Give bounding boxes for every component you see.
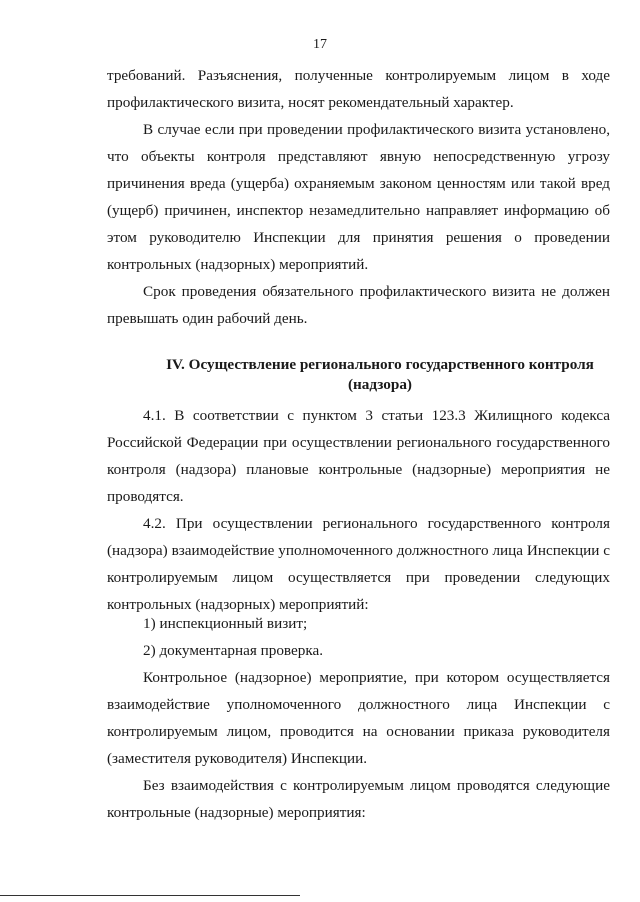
paragraph-4-1: 4.1. В соответствии с пунктом 3 статьи 123.3 Жилищного кодекса Российской Федерации при осуществлении регионального государственного контроля (надзора) плановые контрольные (надзорные) мероприятия не проводятся. [107,407,610,505]
section-heading: IV. Осуществление регионального государственного контроля (надзора) [166,356,594,393]
paragraph-explanations: требований. Разъяснения, полученные контролируемым лицом в ходе профилактического визита, носят рекомендательный характер. [107,67,610,111]
paragraph-visit-duration: Срок проведения обязательного профилактического визита не должен превышать один рабочий день. [107,283,610,327]
paragraph-threat-case: В случае если при проведении профилактического визита установлено, что объекты контроля представляют явную непосредственную угрозу причинения вреда (ущерба) охраняемым законом ценностям или такой вред (ущерб) причинен, инспектор незамедлительно направляет информацию об этом руководителю Инспекции для принятия решения о проведении контрольных (надзорных) мероприятий. [107,121,610,273]
paragraph-without-interaction: Без взаимодействия с контролируемым лицом проводятся следующие контрольные (надзорные) мероприятия: [107,777,610,821]
bottom-rule [0,895,300,896]
list-item-inspection-visit: 1) инспекционный визит; [143,615,308,632]
paragraph-control-event-order: Контрольное (надзорное) мероприятие, при котором осуществляется взаимодействие уполномоченного должностного лица Инспекции с контролируемым лицом, проводится на основании приказа руководителя (заместителя руководителя) Инспекции. [107,669,610,767]
paragraph-4-2: 4.2. При осуществлении регионального государственного контроля (надзора) взаимодействие уполномоченного должностного лица Инспекции с контролируемым лицом осуществляется при проведении следующих контрольных (надзорных) мероприятий: [107,515,610,613]
list-item-documentary-check: 2) документарная проверка. [143,642,324,659]
page-number: 17 [313,37,327,52]
